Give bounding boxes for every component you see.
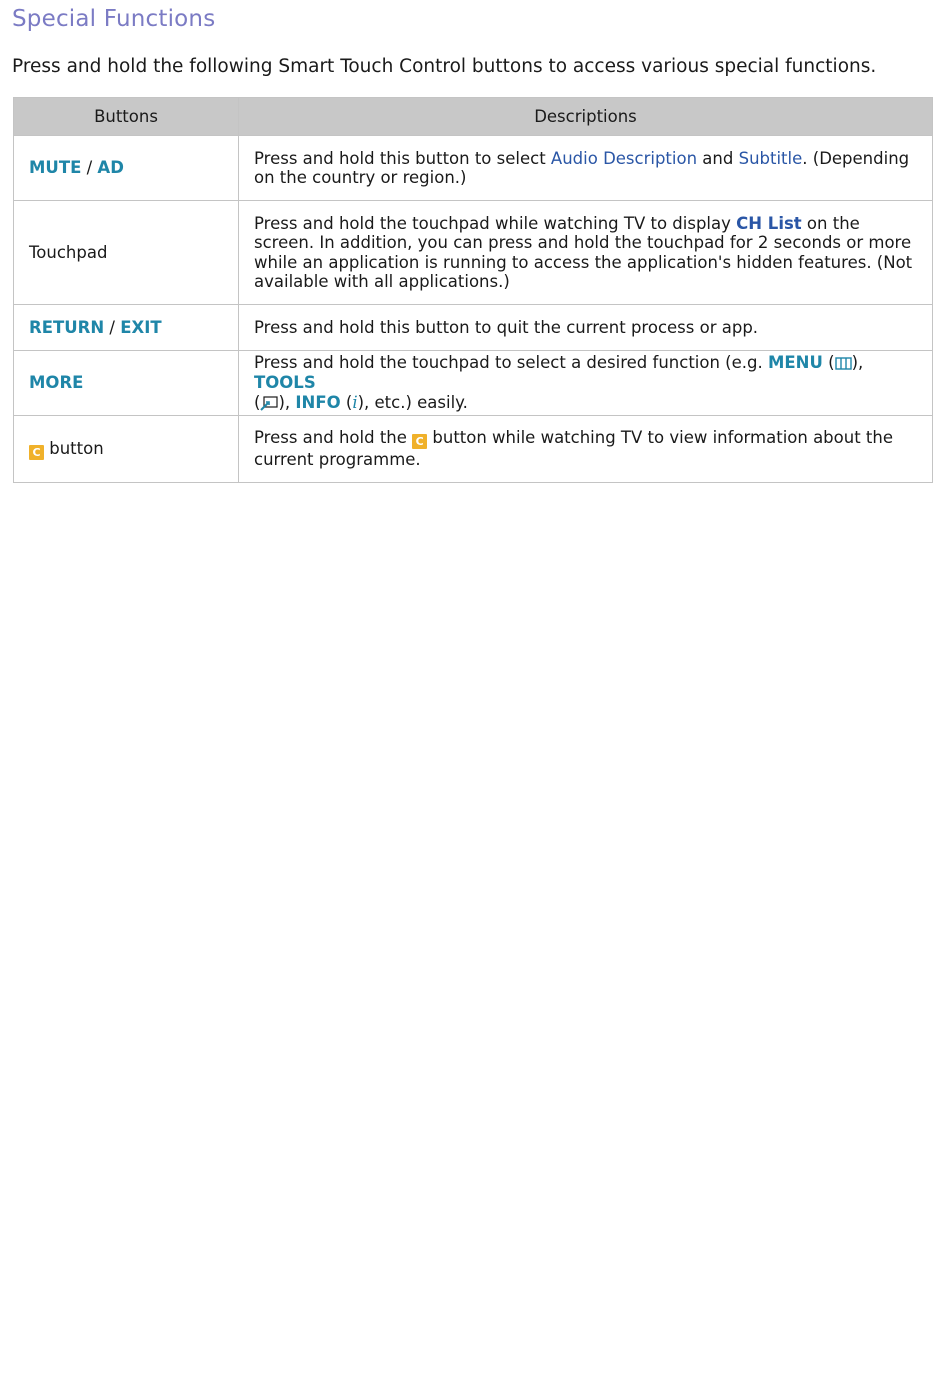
button-cell xyxy=(14,136,239,201)
key-tools: TOOLS xyxy=(254,373,316,393)
key-more: MORE xyxy=(29,373,84,393)
info-icon: i xyxy=(352,392,358,412)
header-descriptions: Descriptions xyxy=(239,98,933,136)
button-cell xyxy=(14,416,239,483)
key-c-button-label: button xyxy=(44,438,104,458)
c-button-icon: C xyxy=(412,434,427,449)
key-return: RETURN xyxy=(29,317,105,337)
description-cell xyxy=(239,201,933,305)
key-ad: AD xyxy=(97,158,124,178)
header-buttons: Buttons xyxy=(14,98,239,136)
key-info: INFO xyxy=(295,392,341,412)
desc-text: Press and hold the xyxy=(254,428,413,447)
desc-text: ( xyxy=(340,392,353,412)
page-title: Special Functions xyxy=(12,6,216,32)
key-exit: EXIT xyxy=(120,317,162,337)
button-cell xyxy=(14,351,239,416)
separator: / xyxy=(104,317,121,337)
separator: / xyxy=(81,158,98,178)
table-row xyxy=(14,136,933,201)
desc-text: ( xyxy=(822,352,835,372)
menu-icon xyxy=(835,354,852,372)
description-cell xyxy=(239,351,933,416)
key-touchpad: Touchpad xyxy=(29,242,108,262)
link-audio-description: Audio Description xyxy=(550,148,698,168)
desc-text: ( xyxy=(254,392,261,412)
desc-text: and xyxy=(697,148,739,168)
c-button-icon: C xyxy=(29,445,44,460)
description-cell xyxy=(239,416,933,483)
description-cell xyxy=(239,136,933,201)
tools-icon xyxy=(260,394,278,412)
link-subtitle: Subtitle xyxy=(738,148,803,168)
special-functions-table xyxy=(13,97,933,483)
table-row xyxy=(14,201,933,305)
button-cell xyxy=(14,201,239,305)
button-cell xyxy=(14,305,239,351)
table-header-row xyxy=(14,98,933,136)
desc-text: ), xyxy=(278,392,296,412)
desc-text: button while watching TV to view information about the current programme. xyxy=(254,428,893,469)
link-ch-list: CH List xyxy=(736,213,802,233)
desc-text: ), etc.) easily. xyxy=(357,392,468,412)
table-row xyxy=(14,305,933,351)
desc-text: Press and hold this button to quit the current process or app. xyxy=(254,317,759,337)
table-row xyxy=(14,351,933,416)
desc-text: Press and hold the touchpad to select a desired function (e.g. xyxy=(254,352,768,372)
desc-text: on the screen. In addition, you can press and hold the touchpad for 2 seconds or more while an application is running to access the application's hidden features. (Not available with all applications.) xyxy=(254,213,913,291)
key-menu: MENU xyxy=(767,352,823,372)
desc-text: ), xyxy=(851,352,864,372)
desc-text: . (Depending on the country or region.) xyxy=(254,148,910,187)
desc-text: Press and hold this button to select xyxy=(254,148,551,168)
key-mute: MUTE xyxy=(29,158,82,178)
table-row xyxy=(14,416,933,483)
desc-text: Press and hold the touchpad while watching TV to display xyxy=(254,213,737,233)
description-cell xyxy=(239,305,933,351)
intro-text: Press and hold the following Smart Touch Control buttons to access various special functions. xyxy=(12,56,877,77)
